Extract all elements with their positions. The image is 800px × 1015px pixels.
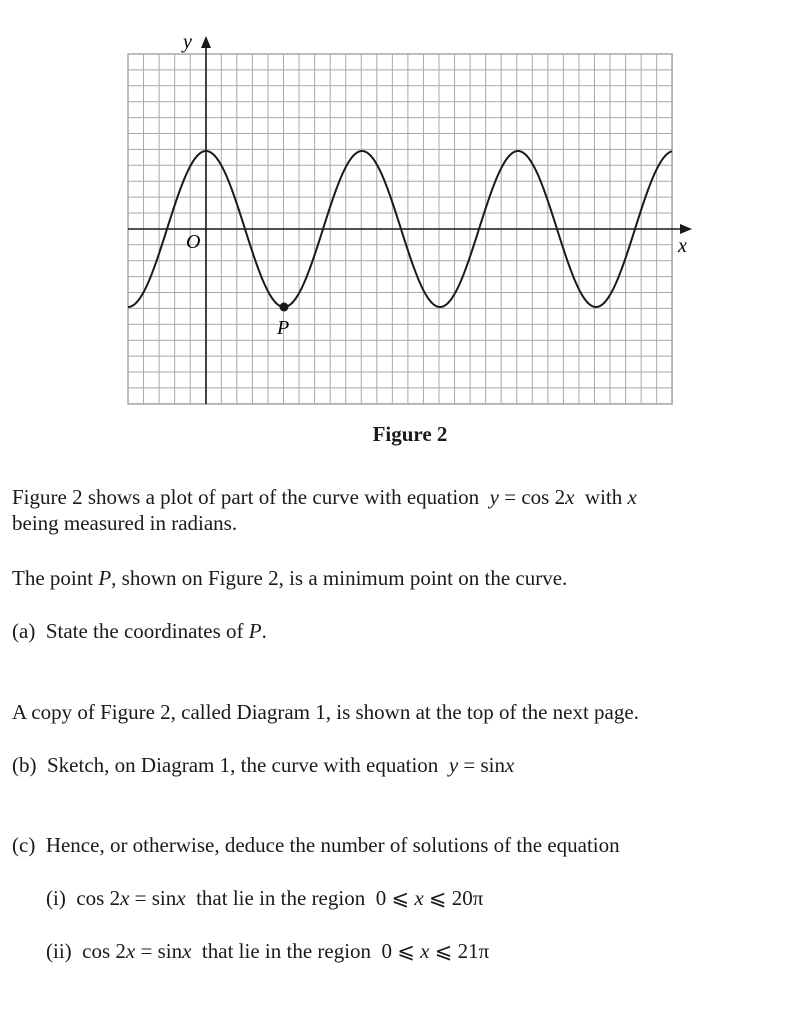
point-p-label: P — [277, 317, 290, 339]
question-c-i: (i) cos 2x = sinx that lie in the region 0 ⩽ x ⩽ 20π — [46, 886, 484, 910]
question-b: (b) Sketch, on Diagram 1, the curve with equation y = sinx — [12, 753, 515, 777]
figure-2 — [0, 0, 800, 420]
copy-statement: A copy of Figure 2, called Diagram 1, is shown at the top of the next page. — [12, 700, 639, 724]
y-axis-arrow — [201, 36, 211, 48]
y-axis-label: y — [183, 31, 192, 53]
point-p-marker — [280, 303, 289, 312]
intro-line-2: being measured in radians. — [12, 511, 238, 535]
question-a: (a) State the coordinates of P. — [12, 619, 267, 643]
point-statement: The point P, shown on Figure 2, is a minimum point on the curve. — [12, 566, 568, 590]
x-axis-label: x — [678, 235, 687, 257]
question-c-ii: (ii) cos 2x = sinx that lie in the region 0 ⩽ x ⩽ 21π — [46, 939, 490, 963]
figure-caption: Figure 2 — [372, 422, 448, 446]
intro-line-1: Figure 2 shows a plot of part of the curve with equation y = cos 2x with x — [12, 485, 637, 509]
origin-label: O — [186, 231, 201, 253]
question-c: (c) Hence, or otherwise, deduce the number of solutions of the equation — [12, 833, 620, 857]
x-axis-arrow — [680, 224, 692, 234]
